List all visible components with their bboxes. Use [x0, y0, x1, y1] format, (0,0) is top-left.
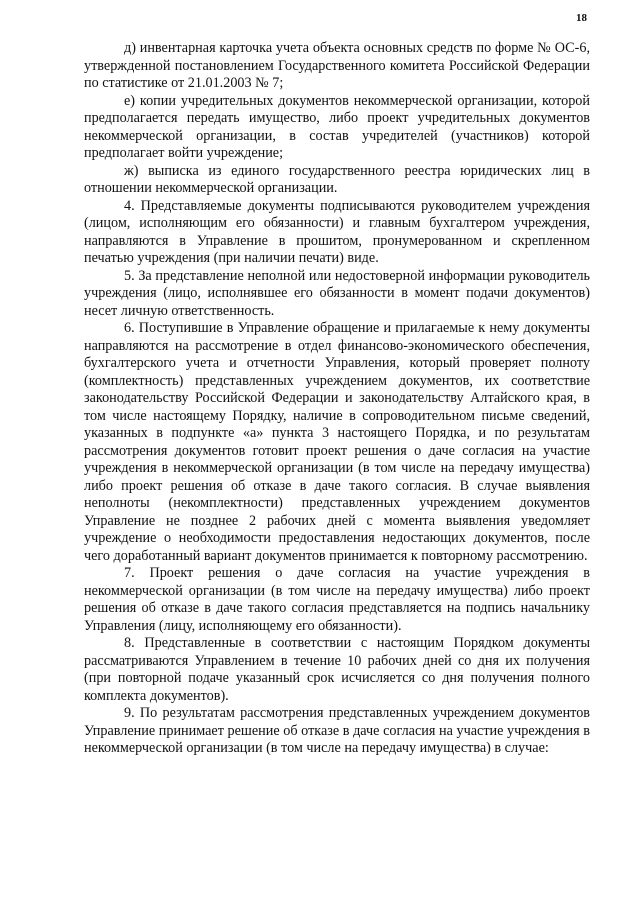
paragraph-7: 7. Проект решения о даче согласия на участие учреждения в некоммерческой организации (в том числе на передачу имущества) либо проект решения об отказе в даче такого согласия представляется на подпись начальнику Управления (лицу, исполняющему его обязанности).: [84, 565, 590, 634]
paragraph-5: 5. За представление неполной или недостоверной информации руководитель учреждения (лицо, исполнявшее его обязанности в момент подачи документов) несет личную ответственность.: [84, 267, 590, 319]
paragraph-4: 4. Представляемые документы подписываются руководителем учреждения (лицом, исполняющим его обязанности) и главным бухгалтером учреждения, направляются в Управление в прошитом, пронумерованном и скрепленном печатью учреждения (при наличии печати) виде.: [84, 197, 590, 266]
paragraph-subitem-e: е) копии учредительных документов некоммерческой организации, которой предполагается передать имущество, либо проект учредительных документов некоммерческой организации, в состав учредителей (участников) которой предполагает войти учреждение;: [84, 92, 590, 161]
page-number: 18: [576, 12, 587, 24]
paragraph-6: 6. Поступившие в Управление обращение и прилагаемые к нему документы направляются на рассмотрение в отдел финансово-экономического обеспечения, бухгалтерского учета и отчетности Управления, который проверяет полноту (комплектность) представленных учреждением документов, их соответствие законодательству Российской Федерации и законодательству Алтайского края, в том числе настоящему Порядку, наличие в сопроводительном письме сведений, указанных в подпункте «а» пункта 3 настоящего Порядка, и по результатам рассмотрения документов готовит проект решения о даче согласия на участие учреждения в некоммерческой организации (в том числе на передачу имущества) либо проект решения об отказе в даче такого согласия. В случае выявления неполноты (некомплектности) представленных учреждением документов Управление не позднее 2 рабочих дней с момента выявления уведомляет учреждение о необходимости предоставления недостающих документов, после чего доработанный вариант документов принимается к повторному рассмотрению.: [84, 320, 590, 564]
paragraph-9: 9. По результатам рассмотрения представленных учреждением документов Управление принимает решение об отказе в даче согласия на участие учреждения в некоммерческой организации (в том числе на передачу имущества) в случае:: [84, 705, 590, 756]
paragraph-subitem-d: д) инвентарная карточка учета объекта основных средств по форме № ОС-6, утвержденной постановлением Государственного комитета Российской Федерации по статистике от 21.01.2003 № 7;: [84, 40, 590, 91]
paragraph-8: 8. Представленные в соответствии с настоящим Порядком документы рассматриваются Управлением в течение 10 рабочих дней со дня их получения (при повторной подаче указанный срок исчисляется со дня получения полного комплекта документов).: [84, 635, 590, 704]
paragraph-subitem-zh: ж) выписка из единого государственного реестра юридических лиц в отношении некоммерческой организации.: [84, 162, 590, 196]
document-body: [84, 40, 590, 758]
